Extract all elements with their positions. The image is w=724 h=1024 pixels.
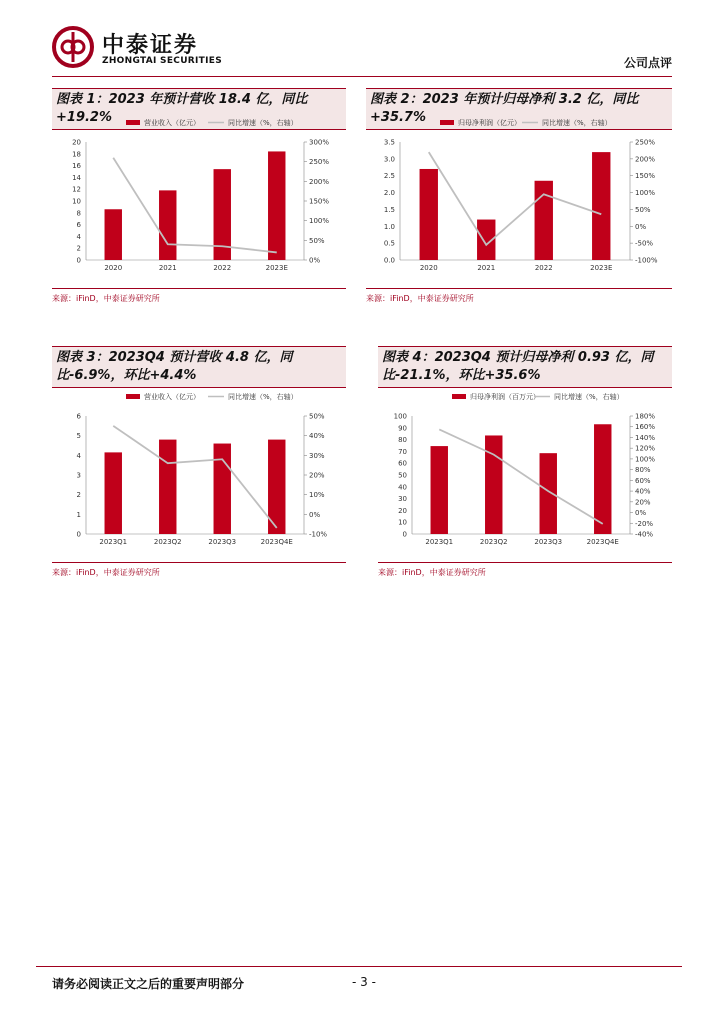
x-tick-label: 2023Q1 bbox=[425, 538, 454, 546]
figure-panel-3 bbox=[52, 346, 346, 584]
y2-tick-label: 0% bbox=[309, 510, 321, 519]
figure-title: 图表 4：2023Q4 预计归母净利 0.93 亿，同比-21.1%，环比+35.6% bbox=[378, 346, 672, 388]
y-tick-label: 0.0 bbox=[383, 256, 395, 265]
y-tick-label: 0.5 bbox=[383, 239, 395, 248]
y-tick-label: 16 bbox=[72, 162, 81, 171]
growth-line bbox=[429, 152, 602, 245]
y-tick-label: 3 bbox=[76, 471, 81, 480]
legend-label: 归母净利润（百万元） bbox=[470, 393, 540, 401]
y-tick-label: 20 bbox=[72, 138, 81, 147]
y-tick-label: 6 bbox=[76, 221, 81, 230]
figure-source: 来源：iFinD，中泰证券研究所 bbox=[52, 294, 160, 303]
y-tick-label: 2.5 bbox=[383, 172, 395, 181]
legend-label: 营业收入（亿元） bbox=[144, 119, 200, 127]
y-tick-label: 4 bbox=[76, 232, 81, 241]
y-tick-label: 80 bbox=[398, 436, 407, 445]
y2-tick-label: 250% bbox=[635, 138, 656, 147]
legend-bar-swatch bbox=[440, 120, 454, 125]
y2-tick-label: 0% bbox=[635, 509, 647, 518]
figure-source: 来源：iFinD，中泰证券研究所 bbox=[366, 294, 474, 303]
y-tick-label: 0 bbox=[76, 530, 81, 539]
y-tick-label: 10 bbox=[72, 197, 81, 206]
document-type: 公司点评 bbox=[623, 56, 672, 70]
y2-tick-label: 30% bbox=[309, 451, 325, 460]
figure-panel-2 bbox=[366, 88, 672, 310]
legend-label: 同比增速（%，右轴） bbox=[554, 393, 624, 401]
bar bbox=[431, 446, 448, 534]
legend-label: 同比增速（%，右轴） bbox=[228, 119, 298, 127]
legend-label: 营业收入（亿元） bbox=[144, 393, 200, 401]
bar bbox=[540, 453, 557, 534]
y2-tick-label: 50% bbox=[309, 412, 325, 421]
y-tick-label: 0 bbox=[76, 256, 81, 265]
y2-tick-label: -10% bbox=[309, 530, 328, 539]
x-tick-label: 2022 bbox=[534, 264, 553, 272]
bar bbox=[214, 444, 231, 534]
y-tick-label: 2 bbox=[76, 244, 81, 253]
y2-tick-label: 60% bbox=[635, 476, 651, 485]
figure-source: 来源：iFinD，中泰证券研究所 bbox=[378, 568, 486, 577]
zhongtai-logo-icon bbox=[52, 26, 94, 68]
brand-english-name: ZHONGTAI SECURITIES bbox=[102, 56, 222, 66]
x-tick-label: 2023Q2 bbox=[153, 538, 182, 546]
y-tick-label: 2.0 bbox=[383, 189, 395, 198]
y-tick-label: 70 bbox=[398, 447, 407, 456]
y-tick-label: 2 bbox=[76, 491, 81, 500]
bar bbox=[268, 151, 285, 260]
page-number: - 3 - bbox=[352, 975, 376, 989]
y2-tick-label: 0% bbox=[309, 256, 321, 265]
y2-tick-label: 100% bbox=[309, 217, 330, 226]
bar bbox=[535, 181, 553, 260]
source-divider bbox=[366, 288, 672, 289]
y2-tick-label: -20% bbox=[635, 519, 654, 528]
y2-tick-label: 100% bbox=[635, 189, 656, 198]
disclaimer-notice: 请务必阅读正文之后的重要声明部分 bbox=[52, 977, 245, 991]
y2-tick-label: 200% bbox=[635, 155, 656, 164]
bar bbox=[159, 440, 176, 534]
bar bbox=[105, 452, 122, 534]
net-profit-quarterly-chart bbox=[378, 388, 672, 548]
y2-tick-label: 40% bbox=[635, 487, 651, 496]
x-tick-label: 2020 bbox=[104, 264, 123, 272]
x-tick-label: 2023Q2 bbox=[479, 538, 508, 546]
bar bbox=[420, 169, 438, 260]
y-tick-label: 4 bbox=[76, 451, 81, 460]
y2-tick-label: 20% bbox=[635, 498, 651, 507]
figure-source: 来源：iFinD，中泰证券研究所 bbox=[52, 568, 160, 577]
y-tick-label: 60 bbox=[398, 459, 407, 468]
growth-line bbox=[439, 429, 603, 523]
y2-tick-label: 50% bbox=[309, 236, 325, 245]
x-tick-label: 2023Q3 bbox=[534, 538, 563, 546]
figure-panel-1 bbox=[52, 88, 346, 310]
y2-tick-label: 20% bbox=[309, 471, 325, 480]
legend-label: 同比增速（%，右轴） bbox=[542, 119, 612, 127]
y-tick-label: 8 bbox=[76, 209, 81, 218]
y2-tick-label: 80% bbox=[635, 466, 651, 475]
source-divider bbox=[52, 288, 346, 289]
revenue-quarterly-chart bbox=[52, 388, 346, 548]
y2-tick-label: 50% bbox=[635, 205, 651, 214]
y-tick-label: 30 bbox=[398, 495, 407, 504]
y-tick-label: 14 bbox=[72, 173, 81, 182]
x-tick-label: 2023Q4E bbox=[586, 538, 619, 546]
legend-bar-swatch bbox=[126, 394, 140, 399]
footer-divider bbox=[36, 966, 682, 967]
bar bbox=[159, 190, 176, 260]
y-tick-label: 100 bbox=[393, 412, 407, 421]
y-tick-label: 90 bbox=[398, 424, 407, 433]
y-tick-label: 0 bbox=[402, 530, 407, 539]
figure-title: 图表 3：2023Q4 预计营收 4.8 亿，同比-6.9%，环比+4.4% bbox=[52, 346, 346, 388]
y2-tick-label: 200% bbox=[309, 177, 330, 186]
bar bbox=[485, 435, 502, 534]
y2-tick-label: 150% bbox=[309, 197, 330, 206]
y-tick-label: 1.0 bbox=[383, 222, 395, 231]
x-tick-label: 2021 bbox=[158, 264, 177, 272]
y-tick-label: 50 bbox=[398, 471, 407, 480]
y-tick-label: 6 bbox=[76, 412, 81, 421]
y2-tick-label: 160% bbox=[635, 423, 656, 432]
report-header bbox=[52, 26, 672, 72]
legend-label: 归母净利润（亿元） bbox=[458, 119, 521, 127]
y2-tick-label: 140% bbox=[635, 433, 656, 442]
y2-tick-label: -50% bbox=[635, 239, 654, 248]
y-tick-label: 3.5 bbox=[383, 138, 395, 147]
growth-line bbox=[113, 426, 277, 528]
figure-panel-4 bbox=[378, 346, 672, 584]
figure-title: 图表 1：2023 年预计营收 18.4 亿，同比+19.2% bbox=[52, 88, 346, 130]
y2-tick-label: 100% bbox=[635, 455, 656, 464]
y2-tick-label: 120% bbox=[635, 444, 656, 453]
y2-tick-label: 300% bbox=[309, 138, 330, 147]
y2-tick-label: 0% bbox=[635, 222, 647, 231]
legend-bar-swatch bbox=[452, 394, 466, 399]
y2-tick-label: 40% bbox=[309, 432, 325, 441]
bar bbox=[594, 424, 611, 534]
growth-line bbox=[113, 158, 277, 253]
y2-tick-label: 10% bbox=[309, 491, 325, 500]
y2-tick-label: -40% bbox=[635, 530, 654, 539]
y2-tick-label: 150% bbox=[635, 172, 656, 181]
legend-bar-swatch bbox=[126, 120, 140, 125]
y-tick-label: 3.0 bbox=[383, 155, 395, 164]
y-tick-label: 18 bbox=[72, 150, 81, 159]
net-profit-annual-chart bbox=[366, 114, 672, 274]
y-tick-label: 1 bbox=[76, 510, 81, 519]
x-tick-label: 2020 bbox=[419, 264, 438, 272]
x-tick-label: 2022 bbox=[213, 264, 232, 272]
x-tick-label: 2021 bbox=[477, 264, 496, 272]
x-tick-label: 2023E bbox=[265, 264, 288, 272]
bar bbox=[105, 209, 122, 260]
bar bbox=[592, 152, 610, 260]
y-tick-label: 40 bbox=[398, 483, 407, 492]
source-divider bbox=[52, 562, 346, 563]
brand-name: 中泰证券 bbox=[102, 33, 199, 58]
y-tick-label: 1.5 bbox=[383, 205, 395, 214]
header-divider bbox=[52, 76, 672, 77]
y-tick-label: 10 bbox=[398, 518, 407, 527]
y-tick-label: 5 bbox=[76, 432, 81, 441]
x-tick-label: 2023E bbox=[590, 264, 613, 272]
source-divider bbox=[378, 562, 672, 563]
legend-label: 同比增速（%，右轴） bbox=[228, 393, 298, 401]
revenue-annual-chart bbox=[52, 114, 346, 274]
figure-title: 图表 2：2023 年预计归母净利 3.2 亿，同比+35.7% bbox=[366, 88, 672, 130]
y2-tick-label: 180% bbox=[635, 412, 656, 421]
x-tick-label: 2023Q3 bbox=[208, 538, 237, 546]
x-tick-label: 2023Q1 bbox=[99, 538, 128, 546]
y-tick-label: 20 bbox=[398, 506, 407, 515]
y-tick-label: 12 bbox=[72, 185, 81, 194]
x-tick-label: 2023Q4E bbox=[260, 538, 293, 546]
y2-tick-label: 250% bbox=[309, 158, 330, 167]
y2-tick-label: -100% bbox=[635, 256, 658, 265]
